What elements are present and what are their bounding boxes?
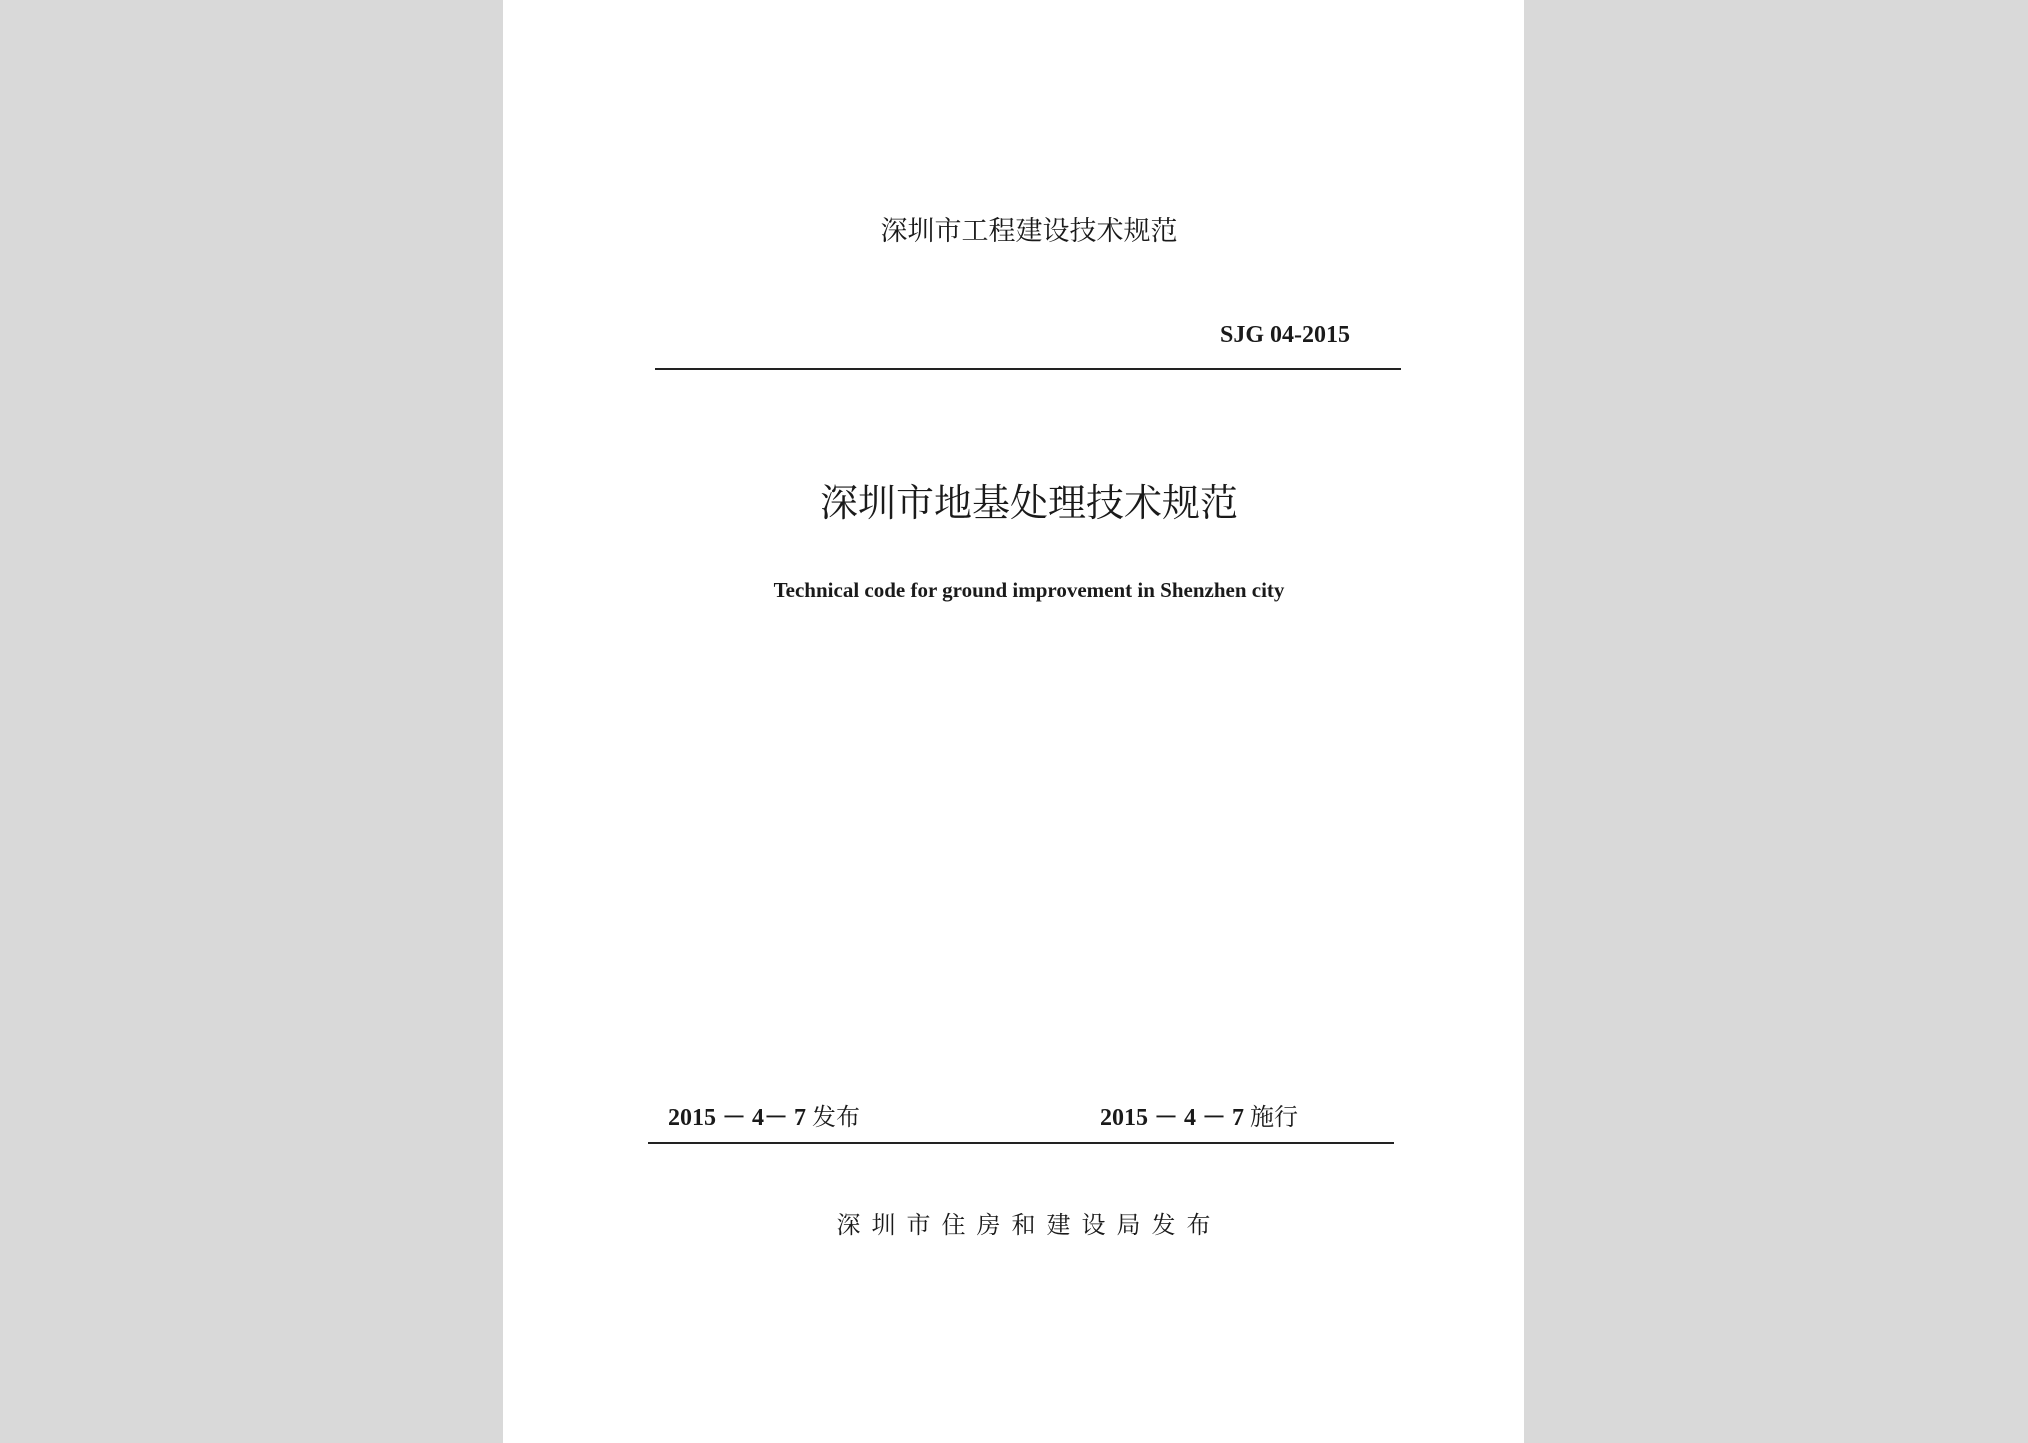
- issue-label: 发布: [812, 1103, 860, 1131]
- top-divider: [655, 368, 1401, 370]
- publisher: 深圳市住房和建设局发布: [836, 1211, 1222, 1239]
- issue-date: 2015 － 4－ 7: [668, 1105, 806, 1131]
- standard-code: SJG 04-2015: [1219, 322, 1350, 348]
- document-title-en: Technical code for ground improvement in Shenzhen city: [773, 578, 1285, 602]
- bottom-divider: [648, 1142, 1394, 1144]
- document-page: [503, 0, 1524, 1443]
- effective-date: 2015 － 4 － 7: [1100, 1105, 1244, 1131]
- effective-date-line: [1100, 1097, 1298, 1132]
- document-title-cn: 深圳市地基处理技术规范: [819, 481, 1238, 525]
- effective-label: 施行: [1250, 1103, 1298, 1131]
- issue-date-line: [668, 1097, 860, 1132]
- series-title: 深圳市工程建设技术规范: [880, 216, 1178, 247]
